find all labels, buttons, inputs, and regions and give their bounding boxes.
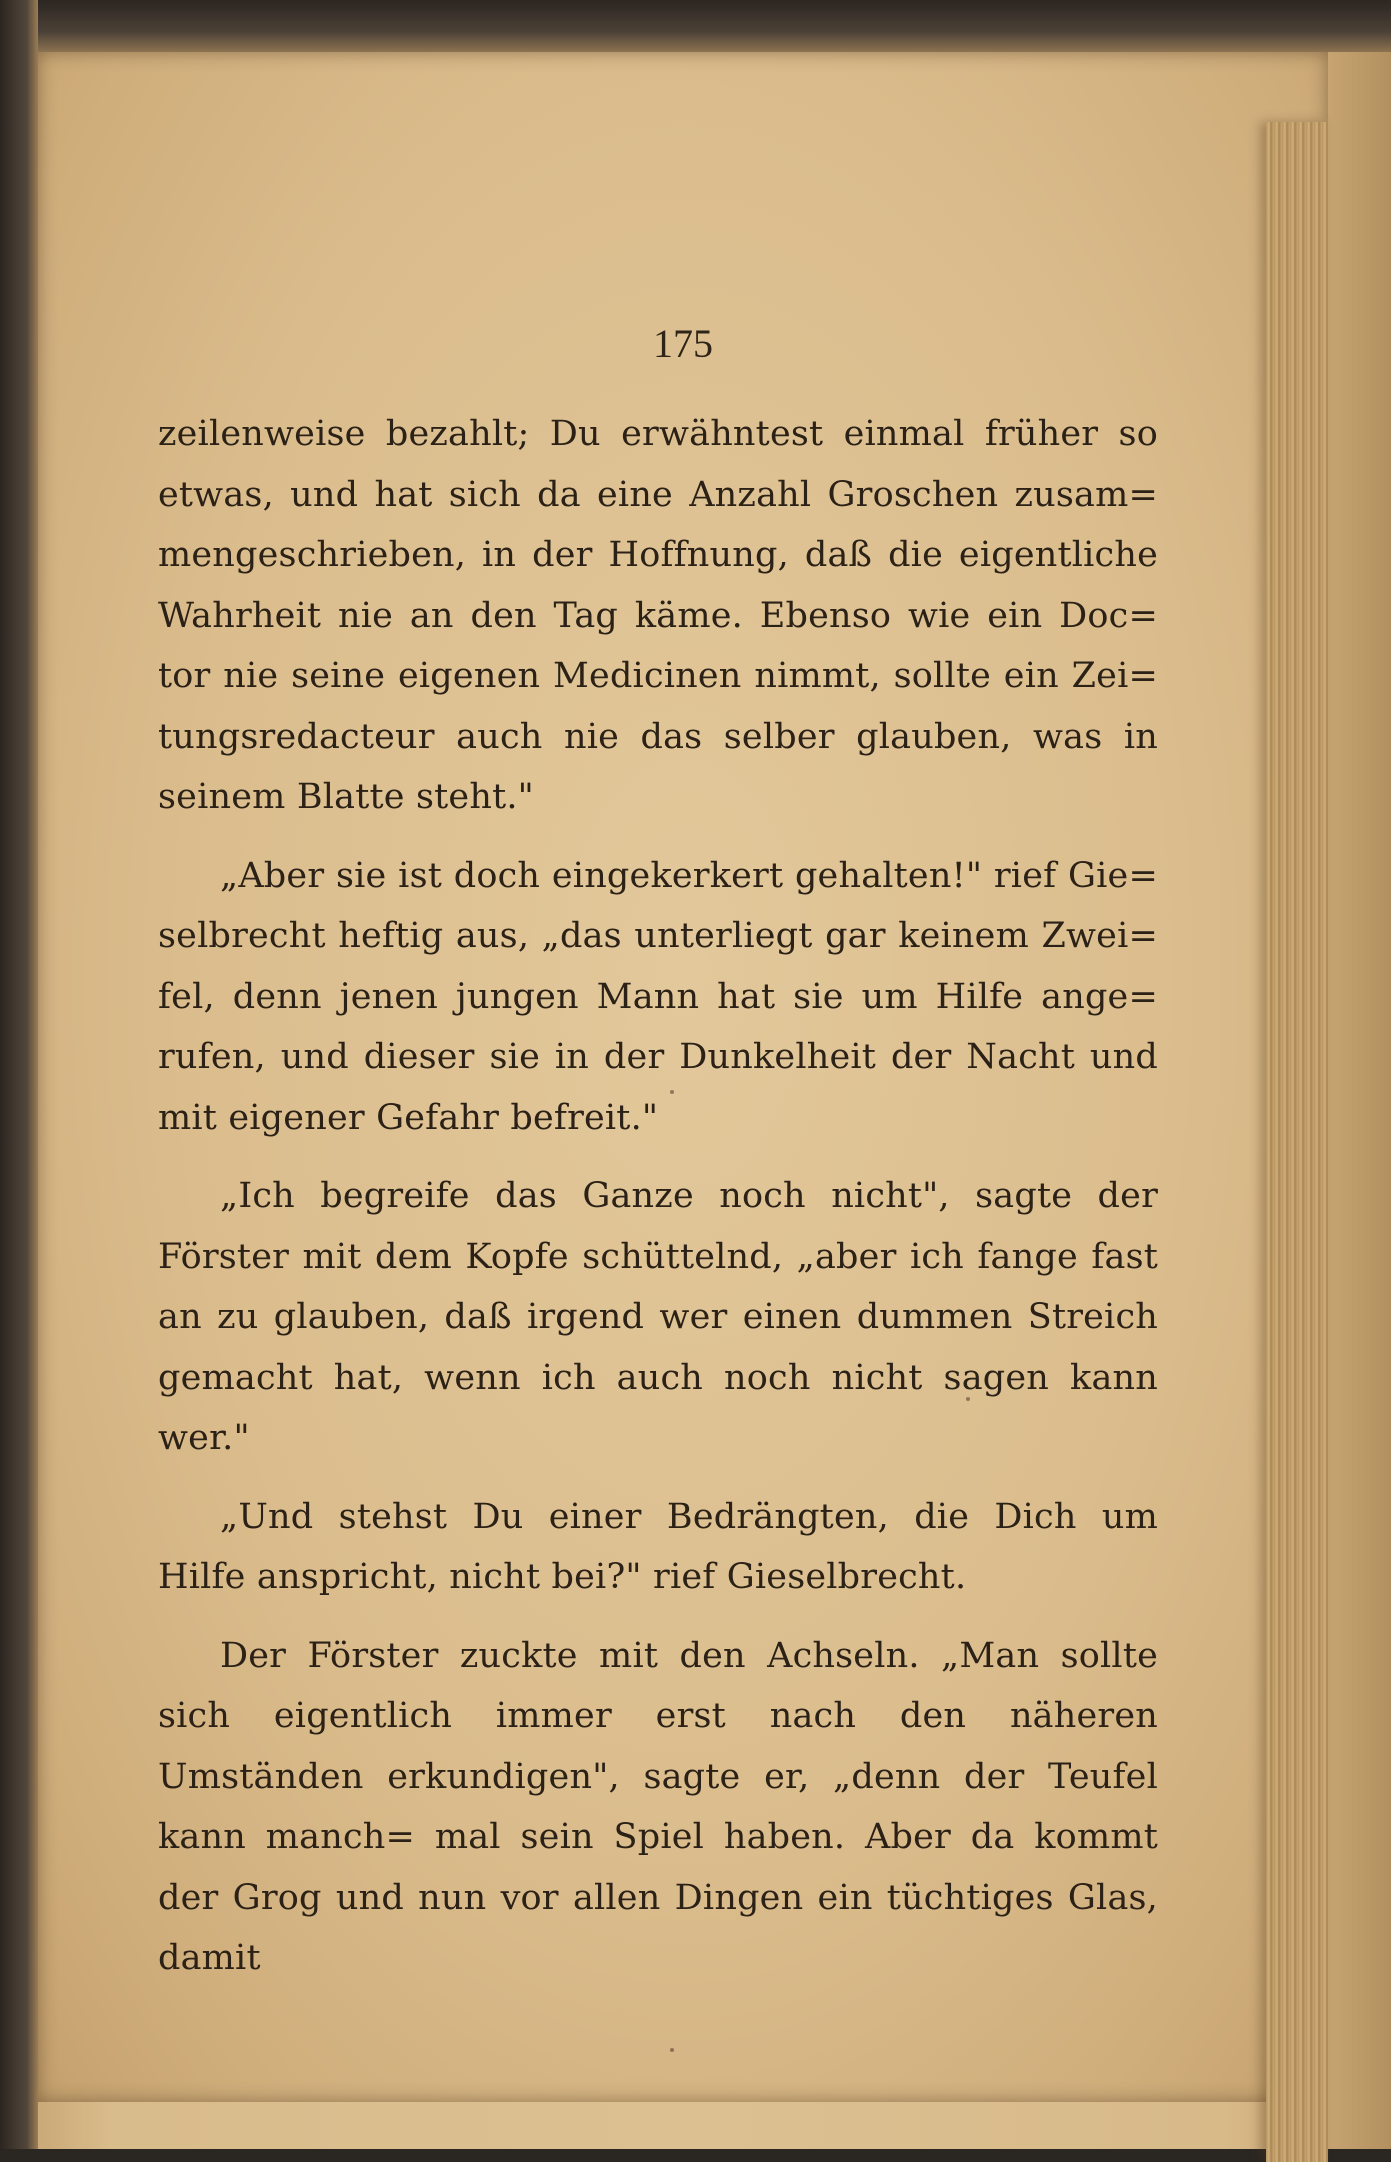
paper-speck [966,1397,970,1401]
paragraph-5: Der Förster zuckte mit den Achseln. „Man sollte sich eigentlich immer erst nach den näheren Umständen erkundigen", sagte er, „denn der Teufel kann manch= mal sein Spiel haben. Aber da kommt der Grog und nun vor allen Dingen ein tüchtiges Glas, damit [158,1635,1158,1978]
page-edges [1266,122,1328,2162]
book-cover-left-edge [0,0,38,2149]
paragraph-2: „Aber sie ist doch eingekerkert gehalten!" rief Gie= selbrecht heftig aus, „das unterliegt gar keinem Zwei= fel, denn jenen jungen Mann hat sie um Hilfe ange= rufen, und dieser sie in der Dunkelheit der Nacht und mit eigener Gefahr befreit." [158,855,1158,1138]
paragraph-1: zeilenweise bezahlt; Du erwähntest einmal früher so etwas, und hat sich da eine Anzahl Groschen zusam= mengeschrieben, in der Hoffnung, daß die eigentliche Wahrheit nie an den Tag käme. Ebenso wie ein Doc= tor nie seine eigenen Medicinen nimmt, sollte ein Zei= tungsredacteur auch nie das selber glauben, was in seinem Blatte steht." [158,414,1158,817]
book-page [38,52,1328,2102]
body-text [158,404,1158,2007]
paragraph-4: „Und stehst Du einer Bedrängten, die Dich um Hilfe anspricht, nicht bei?" rief Gieselbrecht. [158,1496,1158,1597]
paper-speck [670,2048,674,2052]
page-number: 175 [653,321,713,366]
paper-speck [670,1090,674,1094]
book-cover-top-edge [0,0,1391,52]
paragraph-3: „Ich begreife das Ganze noch nicht", sagte der Förster mit dem Kopfe schüttelnd, „aber ich fange fast an zu glauben, daß irgend wer einen dummen Streich gemacht hat, wenn ich auch noch nicht sagen kann wer." [158,1176,1158,1458]
